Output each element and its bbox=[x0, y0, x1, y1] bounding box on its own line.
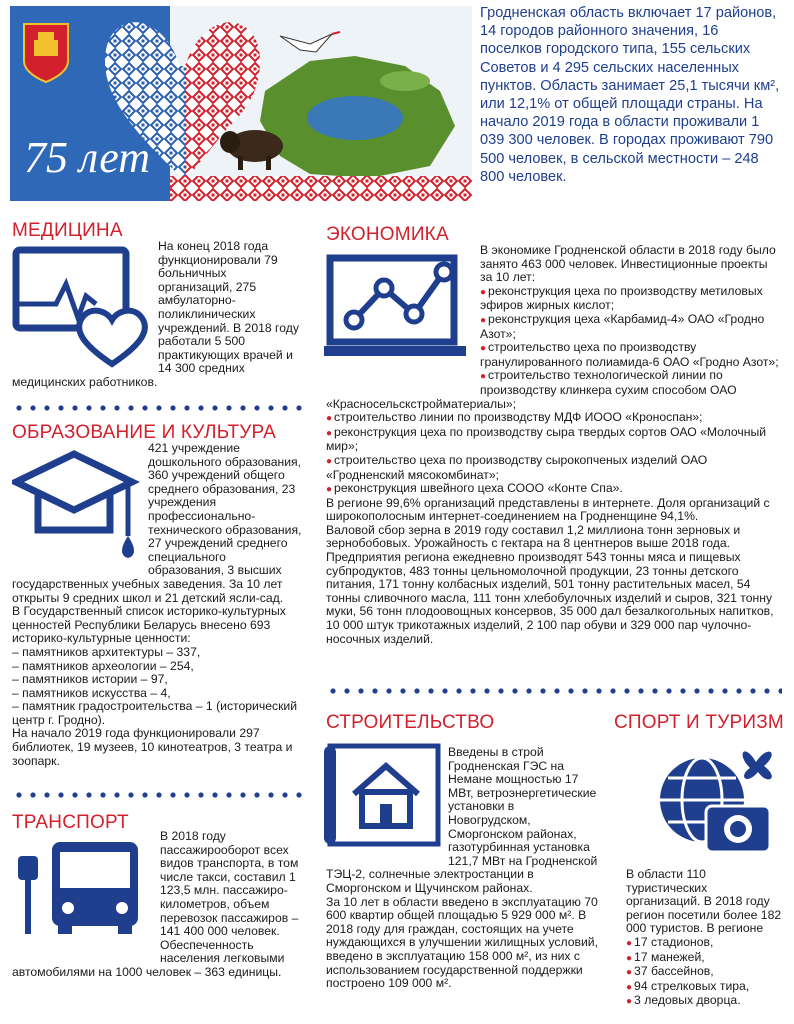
education-intro: 421 учреждение дошкольного образования, 360 учреждений общего среднего образования, 23 учреждения профессионально-технического образования, 27 учреждений среднего специального образования, 3 высших государственных учебных заведения. За 10 лет открыты 9 средних школ и 21 детский ясли-сад. bbox=[12, 441, 302, 605]
medicine-title: МЕДИЦИНА bbox=[12, 220, 123, 241]
heritage-item: – памятников истории – 97, bbox=[12, 672, 168, 687]
sport-item: ● 17 манежей, bbox=[626, 951, 784, 966]
project-item: ● реконструкция цеха по производству сыра твердых сортов ОАО «Молочный мир»; bbox=[326, 426, 782, 454]
economy-intro: В экономике Гродненской области в 2018 году было занято 463 000 человек. Инвестиционные проекты за 10 лет: bbox=[480, 243, 776, 285]
sport-body: В области 110 туристических организаций. В 2018 году регион посетили более 182 000 туристов. В регионе bbox=[626, 867, 782, 936]
sport-item: ● 37 бассейнов, bbox=[626, 965, 784, 980]
divider bbox=[12, 405, 304, 411]
medicine-text bbox=[12, 240, 304, 390]
project-item: ● строительство линии по производству МДФ ИООО «Кроноспан»; bbox=[326, 411, 782, 426]
divider bbox=[326, 688, 782, 694]
heritage-item: – памятников археологии – 254, bbox=[12, 658, 194, 673]
medicine-body: На конец 2018 года функционировали 79 больничных организаций, 275 амбулаторно-поликлинических учреждений. В 2018 году работали 5 500 практикующих врачей и 14 300 средних медицинских работников. bbox=[12, 239, 299, 389]
anniversary-label: 75 лет bbox=[24, 133, 151, 182]
project-item: ● реконструкция цеха по производству метиловых эфиров жирных кислот; bbox=[326, 285, 782, 313]
project-item: ● строительство цеха по производству гранулированного полиамида-6 ОАО «Гродно Азот»; bbox=[326, 341, 782, 369]
divider bbox=[12, 792, 304, 798]
economy-internet: В регионе 99,6% организаций представлены в интернете. Доля организаций с широкополосным интернет-соединением на Гродненщине 94,1%. bbox=[326, 495, 770, 524]
construction-text bbox=[326, 746, 598, 991]
heritage-item: – памятников архитектуры – 337, bbox=[12, 644, 201, 659]
banner bbox=[10, 6, 472, 201]
education-title: ОБРАЗОВАНИЕ И КУЛЬТУРА bbox=[12, 422, 277, 443]
construction-housing: За 10 лет в области введено в эксплуатацию 70 600 квартир общей площадью 5 929 000 м². В 2018 году для граждан, состоящих на учете нуждающихся в улучшении жилищных условий, введено в эксплуатацию 158 000 м², из них с использованием государственной поддержки построено 109 000 м². bbox=[326, 894, 598, 991]
economy-grain: Валовой сбор зерна в 2019 году составил 1,2 миллиона тонн зерновых и зернобобовых. Урожайность с гектара на 8 центнеров выше 2018 года. bbox=[326, 522, 741, 551]
transport-text bbox=[12, 830, 304, 980]
sport-text bbox=[626, 868, 784, 1009]
construction-title: СТРОИТЕЛЬСТВО bbox=[326, 712, 495, 733]
heritage-item: – памятник градостроительства – 1 (исторический центр г. Гродно). bbox=[12, 699, 298, 727]
project-item: ● строительство цеха по производству сырокопченых изделий ОАО «Гродненский мясокомбинат»; bbox=[326, 454, 782, 482]
sport-item: ● 17 стадионов, bbox=[626, 936, 784, 951]
sport-title: СПОРТ И ТУРИЗМ bbox=[614, 712, 784, 733]
project-item: ● строительство технологической линии по производству клинкера сухим способом ОАО «Красносельскстройматериалы»; bbox=[326, 369, 782, 411]
heritage-item: – памятников искусства – 4, bbox=[12, 685, 171, 700]
construction-body: Введены в строй Гродненская ГЭС на Немане мощностью 17 МВт, ветроэнергетические установки в Новогрудском, Сморгонском районах, газотурбинная установка 121,7 МВт на Гродненской ТЭЦ-2, солнечные электростанции в Сморгонском и Щучинском районах. bbox=[326, 745, 598, 895]
education-heritage: В Государственный список историко-культурных ценностей Республики Беларусь внесено 693 историко-культурные ценности: bbox=[12, 604, 286, 646]
sport-item: ● 3 ледовых дворца. bbox=[626, 994, 784, 1009]
transport-title: ТРАНСПОРТ bbox=[12, 812, 129, 833]
economy-title: ЭКОНОМИКА bbox=[326, 224, 449, 245]
sport-item: ● 94 стрелковых тира, bbox=[626, 980, 784, 995]
transport-body: В 2018 году пассажирооборот всех видов транспорта, в том числе такси, составил 1 123,5 млн. пассажиро-километров, объем перевозок пассажиров – 141 400 000 человек. Обеспеченность населения легковыми автомобилями на 1000 человек – 363 единицы. bbox=[12, 829, 299, 979]
project-item: ● реконструкция швейного цеха СООО «Конте Спа». bbox=[326, 482, 782, 497]
project-item: ● реконструкция цеха «Карбамид-4» ОАО «Гродно Азот»; bbox=[326, 313, 782, 341]
economy-text bbox=[326, 244, 782, 646]
education-closing: На начало 2019 года функционировали 297 библиотек, 19 музеев, 10 кинотеатров, 3 театра и зоопарк. bbox=[12, 726, 293, 768]
education-text bbox=[12, 442, 304, 768]
intro-text: Гродненская область включает 17 районов, 14 городов районного значения, 16 поселков городского типа, 155 сельских Советов и 4 295 сельских населенных пунктов. Область занимает 25,1 тысячи км², или 12,1% от общей площади страны. На начало 2019 года в области проживали 1 039 300 человек. В городах проживают 790 500 человек, в сельской местности – 248 800 человек. bbox=[480, 5, 780, 185]
economy-production: Предприятия региона ежедневно производят 543 тонны мяса и пищевых субпродуктов, 483 тонны цельномолочной продукции, 23 тонны детского питания, 171 тонну колбасных изделий, 501 тонну растительных масел, 54 тонны сливочного масла, 111 тонн хлебобулочных изделий и сыров, 321 тонну муки, 56 тонн плодоовощных консервов, 35 000 дал безалкогольных напитков, 10 000 штук трикотажных изделий, 2 100 пар обуви и 329 000 пар чулочно-носочных изделий. bbox=[326, 550, 774, 646]
globe-camera-butterfly-icon bbox=[640, 740, 784, 860]
